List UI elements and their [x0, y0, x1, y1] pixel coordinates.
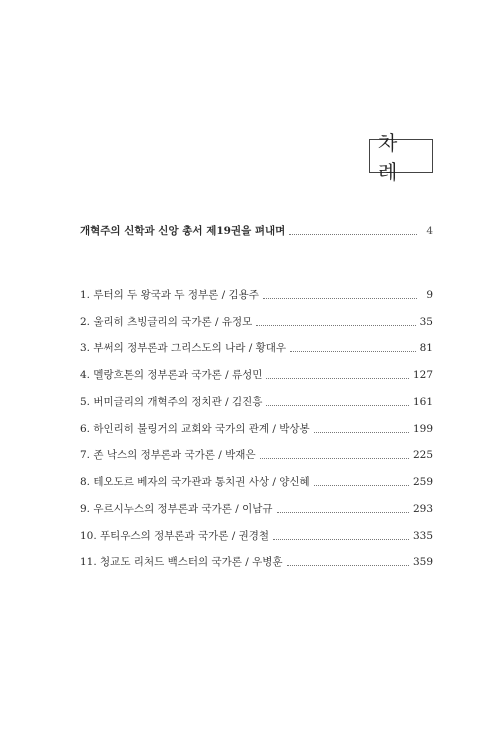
- toc-entry-label: 9. 우르시누스의 정부론과 국가론 / 이남규: [80, 503, 273, 515]
- toc-preface-label: 개혁주의 신학과 신앙 총서 제19권을 펴내며: [80, 225, 286, 237]
- toc-entry-label: 5. 버미글리의 개혁주의 정치관 / 김진흥: [80, 396, 263, 408]
- toc-title-box: [369, 131, 433, 184]
- toc-title: 차 례: [378, 131, 406, 184]
- dot-leader: [314, 474, 409, 486]
- dot-leader: [273, 528, 409, 540]
- toc-preface-page: 4: [426, 225, 433, 237]
- dot-leader: [266, 394, 409, 406]
- toc-entry-label: 7. 존 낙스의 정부론과 국가론 / 박재은: [80, 449, 256, 461]
- toc-entry-page: 335: [412, 530, 433, 542]
- toc-entry-label: 3. 부써의 정부론과 그리스도의 나라 / 황대우: [80, 342, 287, 354]
- toc-entry-label: 4. 멜랑흐톤의 정부론과 국가론 / 류성민: [80, 369, 263, 381]
- toc-entry-3[interactable]: [80, 340, 433, 356]
- dot-leader: [290, 340, 416, 352]
- toc-entry-7[interactable]: [80, 447, 433, 463]
- toc-entry-page: 161: [412, 396, 433, 408]
- dot-leader: [289, 223, 417, 235]
- toc-entry-11[interactable]: [80, 554, 433, 570]
- toc-entry-8[interactable]: [80, 474, 433, 490]
- dot-leader: [263, 287, 417, 299]
- toc-entry-6[interactable]: [80, 421, 433, 437]
- toc-entry-page: 35: [419, 316, 433, 328]
- toc-entry-1[interactable]: [80, 287, 433, 303]
- toc-entry-2[interactable]: [80, 314, 433, 330]
- toc-preface-row[interactable]: [80, 223, 433, 239]
- toc-entry-label: 8. 테오도르 베자의 국가관과 통치권 사상 / 양신혜: [80, 476, 310, 488]
- toc-entry-label: 10. 푸티우스의 정부론과 국가론 / 권경철: [80, 530, 270, 542]
- toc-entry-label: 11. 청교도 리처드 백스터의 국가론 / 우병훈: [80, 556, 283, 568]
- dot-leader: [277, 501, 409, 513]
- toc-entry-page: 259: [412, 476, 433, 488]
- dot-leader: [266, 367, 409, 379]
- toc-entry-9[interactable]: [80, 501, 433, 517]
- toc-entry-page: 225: [412, 449, 433, 461]
- toc-entry-label: 2. 울리히 츠빙글리의 국가론 / 유정모: [80, 316, 253, 328]
- toc-entry-page: 359: [412, 556, 433, 568]
- toc-entry-4[interactable]: [80, 367, 433, 383]
- dot-leader: [287, 554, 409, 566]
- toc-entry-page: 81: [419, 342, 433, 354]
- toc-entry-page: 9: [426, 289, 433, 301]
- toc-entry-10[interactable]: [80, 528, 433, 544]
- toc-entry-label: 1. 루터의 두 왕국과 두 정부론 / 김용주: [80, 289, 259, 301]
- toc-entry-page: 199: [412, 423, 433, 435]
- toc-entry-page: 127: [412, 369, 433, 381]
- dot-leader: [314, 421, 409, 433]
- toc-entry-page: 293: [412, 503, 433, 515]
- toc-entry-label: 6. 하인리히 불링거의 교회와 국가의 관계 / 박상봉: [80, 423, 310, 435]
- toc-entry-5[interactable]: [80, 394, 433, 410]
- dot-leader: [260, 447, 409, 459]
- dot-leader: [256, 314, 415, 326]
